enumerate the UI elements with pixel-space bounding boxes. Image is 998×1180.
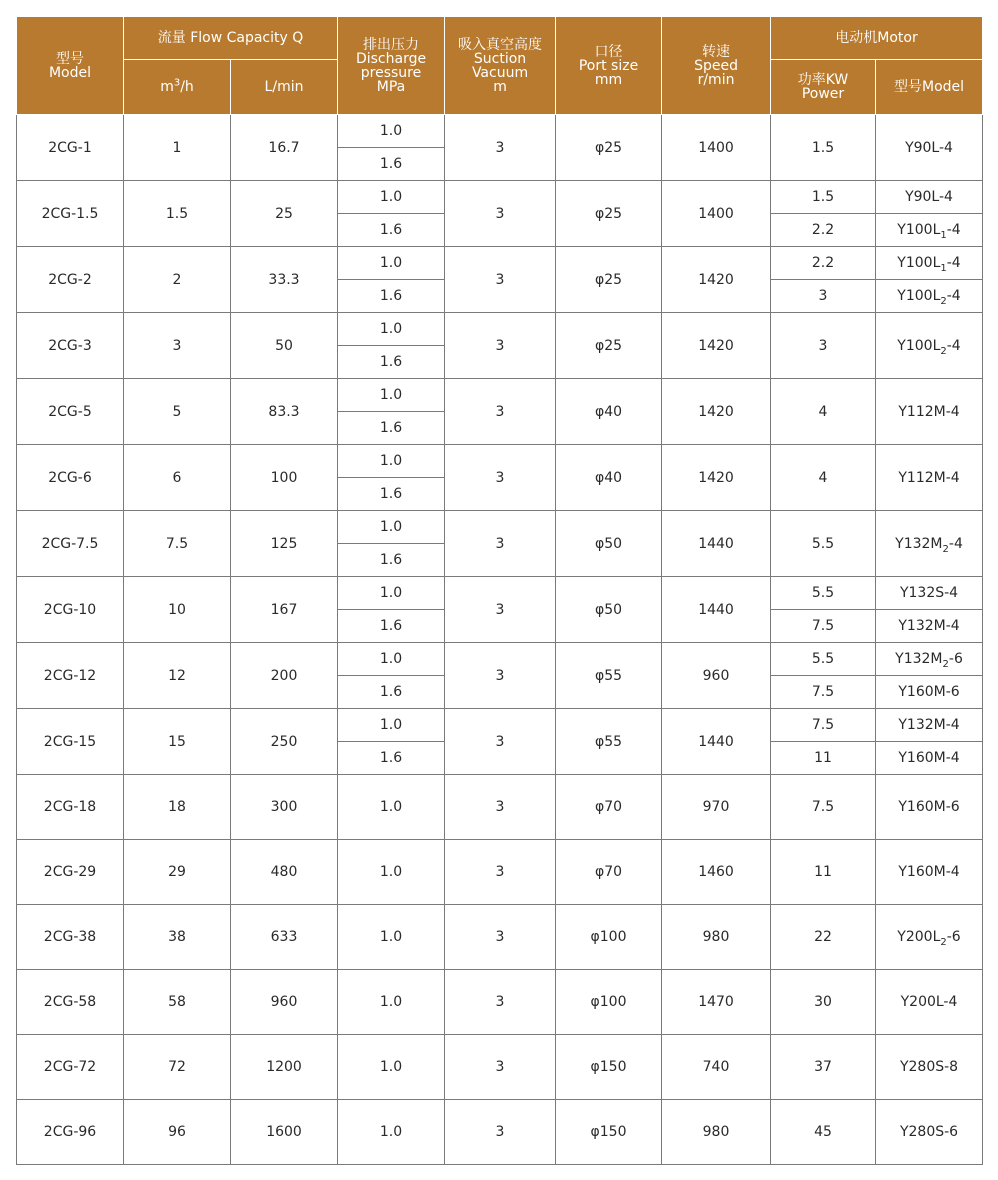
cell-flow-m3h: 1.5	[124, 181, 231, 247]
cell-model: 2CG-7.5	[17, 511, 124, 577]
cell-suction: 3	[445, 511, 556, 577]
cell-flow-m3h: 18	[124, 775, 231, 840]
cell-motor-power: 5.5	[771, 511, 876, 577]
cell-pressure: 1.6	[338, 214, 445, 247]
header-speed	[662, 17, 771, 115]
motor-model-base: Y100L	[897, 222, 941, 238]
cell-motor-model	[876, 181, 983, 214]
motor-model-suffix: -4	[946, 288, 961, 304]
cell-flow-lmin: 16.7	[231, 115, 338, 181]
cell-motor-model	[876, 313, 983, 379]
cell-pressure: 1.6	[338, 148, 445, 181]
cell-pressure: 1.0	[338, 511, 445, 544]
cell-port: φ50	[556, 511, 662, 577]
motor-model-base: Y132S-4	[899, 585, 959, 601]
motor-model-subscript: 2	[940, 345, 947, 357]
motor-model-base: Y100L	[897, 337, 941, 354]
motor-model-base: Y112M-4	[898, 469, 960, 486]
cell-model: 2CG-29	[17, 840, 124, 905]
header-port-cn: 口径	[594, 43, 623, 60]
cell-pressure: 1.6	[338, 544, 445, 577]
motor-model-base: Y132M-4	[898, 618, 960, 634]
motor-model-base: Y132M	[895, 535, 943, 552]
spec-table-wrapper	[16, 16, 982, 1165]
cell-pressure: 1.0	[338, 247, 445, 280]
table-row	[17, 445, 983, 478]
cell-motor-model	[876, 214, 983, 247]
cell-model: 2CG-96	[17, 1100, 124, 1165]
table-body	[17, 115, 983, 1165]
cell-model: 2CG-1	[17, 115, 124, 181]
cell-motor-power: 7.5	[771, 775, 876, 840]
header-suction-en1: Suction	[473, 50, 527, 67]
motor-model-base: Y160M-4	[898, 864, 960, 880]
cell-suction: 3	[445, 379, 556, 445]
motor-model-subscript: 1	[940, 229, 947, 241]
header-flow-lmin: L/min	[231, 60, 338, 115]
header-suction	[445, 17, 556, 115]
cell-flow-m3h: 96	[124, 1100, 231, 1165]
cell-motor-power: 11	[771, 742, 876, 775]
header-discharge-unit: MPa	[376, 78, 406, 95]
cell-motor-model	[876, 742, 983, 775]
cell-suction: 3	[445, 643, 556, 709]
cell-flow-m3h: 6	[124, 445, 231, 511]
table-row	[17, 181, 983, 214]
cell-motor-model	[876, 709, 983, 742]
table-row	[17, 970, 983, 1035]
cell-motor-model	[876, 115, 983, 181]
motor-model-subscript: 1	[940, 262, 947, 274]
cell-pressure: 1.6	[338, 280, 445, 313]
header-flow-m3h	[124, 60, 231, 115]
header-model-cn: 型号	[56, 50, 84, 67]
cell-motor-power: 45	[771, 1100, 876, 1165]
cell-flow-m3h: 5	[124, 379, 231, 445]
header-port-en: Port size	[578, 57, 639, 74]
cell-pressure: 1.0	[338, 577, 445, 610]
cell-suction: 3	[445, 970, 556, 1035]
motor-model-subscript: 2	[942, 658, 949, 670]
pump-spec-table	[16, 16, 983, 1165]
cell-speed: 980	[662, 1100, 771, 1165]
cell-port: φ50	[556, 577, 662, 643]
cell-pressure: 1.0	[338, 775, 445, 840]
table-row	[17, 577, 983, 610]
cell-motor-power: 5.5	[771, 577, 876, 610]
cell-flow-lmin: 960	[231, 970, 338, 1035]
motor-model-base: Y100L	[897, 288, 941, 304]
table-row	[17, 775, 983, 840]
cell-motor-power: 2.2	[771, 247, 876, 280]
cell-flow-lmin: 480	[231, 840, 338, 905]
cell-speed: 970	[662, 775, 771, 840]
cell-pressure: 1.6	[338, 742, 445, 775]
cell-pressure: 1.0	[338, 840, 445, 905]
cell-port: φ25	[556, 313, 662, 379]
cell-motor-model	[876, 840, 983, 905]
cell-motor-power: 2.2	[771, 214, 876, 247]
motor-model-subscript: 2	[940, 936, 947, 948]
motor-model-suffix: -6	[948, 651, 963, 667]
header-discharge-en2: pressure	[360, 64, 422, 81]
cell-port: φ25	[556, 181, 662, 247]
cell-speed: 1470	[662, 970, 771, 1035]
motor-model-base: Y280S-8	[899, 1059, 959, 1075]
cell-suction: 3	[445, 181, 556, 247]
cell-model: 2CG-18	[17, 775, 124, 840]
cell-suction: 3	[445, 577, 556, 643]
motor-model-base: Y90L-4	[905, 189, 953, 205]
cell-flow-lmin: 83.3	[231, 379, 338, 445]
header-motor: 电动机Motor	[771, 17, 983, 60]
cell-motor-model	[876, 379, 983, 445]
cell-flow-lmin: 1200	[231, 1035, 338, 1100]
header-port-unit: mm	[594, 71, 623, 88]
cell-pressure: 1.0	[338, 1100, 445, 1165]
header-discharge-en1: Discharge	[355, 50, 427, 67]
table-row	[17, 1100, 983, 1165]
cell-flow-m3h: 10	[124, 577, 231, 643]
cell-flow-lmin: 167	[231, 577, 338, 643]
header-motor-model: 型号Model	[876, 60, 983, 115]
cell-speed: 980	[662, 905, 771, 970]
motor-model-base: Y160M-4	[898, 750, 960, 766]
cell-motor-model	[876, 511, 983, 577]
header-power	[771, 60, 876, 115]
table-row	[17, 247, 983, 280]
cell-flow-m3h: 38	[124, 905, 231, 970]
header-model-en: Model	[48, 64, 92, 81]
cell-motor-power: 4	[771, 379, 876, 445]
cell-model: 2CG-15	[17, 709, 124, 775]
cell-flow-m3h: 3	[124, 313, 231, 379]
motor-model-subscript: 2	[942, 543, 949, 555]
cell-motor-power: 5.5	[771, 643, 876, 676]
cell-flow-lmin: 125	[231, 511, 338, 577]
cell-speed: 1400	[662, 115, 771, 181]
cell-motor-power: 30	[771, 970, 876, 1035]
cell-motor-power: 22	[771, 905, 876, 970]
cell-pressure: 1.0	[338, 181, 445, 214]
cell-pressure: 1.0	[338, 709, 445, 742]
cell-suction: 3	[445, 1035, 556, 1100]
cell-motor-model	[876, 643, 983, 676]
cell-port: φ40	[556, 445, 662, 511]
cell-motor-power: 1.5	[771, 181, 876, 214]
cell-flow-lmin: 25	[231, 181, 338, 247]
motor-model-suffix: -4	[948, 535, 963, 552]
cell-flow-lmin: 33.3	[231, 247, 338, 313]
cell-motor-power: 7.5	[771, 676, 876, 709]
cell-motor-power: 3	[771, 280, 876, 313]
header-model	[17, 17, 124, 115]
table-row	[17, 115, 983, 148]
cell-motor-model	[876, 577, 983, 610]
header-port	[556, 17, 662, 115]
cell-pressure: 1.0	[338, 1035, 445, 1100]
cell-pressure: 1.0	[338, 905, 445, 970]
cell-suction: 3	[445, 313, 556, 379]
cell-flow-lmin: 1600	[231, 1100, 338, 1165]
cell-speed: 1440	[662, 577, 771, 643]
cell-port: φ25	[556, 247, 662, 313]
table-row	[17, 313, 983, 346]
cell-motor-model	[876, 280, 983, 313]
cell-port: φ25	[556, 115, 662, 181]
cell-suction: 3	[445, 445, 556, 511]
cell-motor-model	[876, 1035, 983, 1100]
cell-model: 2CG-2	[17, 247, 124, 313]
motor-model-base: Y132M	[895, 651, 943, 667]
cell-model: 2CG-58	[17, 970, 124, 1035]
cell-pressure: 1.6	[338, 478, 445, 511]
header-row-1	[17, 17, 983, 60]
table-row	[17, 379, 983, 412]
header-suction-en2: Vacuum	[471, 64, 529, 81]
cell-motor-power: 4	[771, 445, 876, 511]
cell-motor-model	[876, 970, 983, 1035]
cell-speed: 1440	[662, 709, 771, 775]
cell-port: φ100	[556, 905, 662, 970]
cell-flow-lmin: 250	[231, 709, 338, 775]
cell-suction: 3	[445, 775, 556, 840]
motor-model-suffix: -6	[946, 929, 961, 945]
cell-port: φ70	[556, 775, 662, 840]
header-speed-cn: 转速	[702, 43, 731, 60]
cell-model: 2CG-72	[17, 1035, 124, 1100]
motor-model-base: Y112M-4	[898, 403, 960, 420]
cell-model: 2CG-12	[17, 643, 124, 709]
header-speed-unit: r/min	[697, 71, 735, 88]
motor-model-base: Y200L-4	[900, 994, 958, 1010]
cell-motor-power: 7.5	[771, 610, 876, 643]
cell-flow-m3h: 29	[124, 840, 231, 905]
cell-speed: 1400	[662, 181, 771, 247]
cell-model: 2CG-10	[17, 577, 124, 643]
header-speed-en: Speed	[694, 57, 738, 74]
cell-model: 2CG-6	[17, 445, 124, 511]
motor-model-base: Y160M-6	[898, 799, 960, 815]
cell-flow-lmin: 300	[231, 775, 338, 840]
cell-speed: 1420	[662, 379, 771, 445]
cell-flow-m3h: 15	[124, 709, 231, 775]
header-flow-m3-suffix: /h	[180, 79, 194, 95]
table-row	[17, 511, 983, 544]
cell-flow-lmin: 100	[231, 445, 338, 511]
cell-port: φ55	[556, 643, 662, 709]
header-power-en: Power	[801, 86, 845, 102]
cell-flow-m3h: 1	[124, 115, 231, 181]
cell-suction: 3	[445, 905, 556, 970]
table-row	[17, 840, 983, 905]
cell-flow-lmin: 50	[231, 313, 338, 379]
cell-pressure: 1.6	[338, 346, 445, 379]
motor-model-suffix: -4	[946, 337, 961, 354]
cell-speed: 1440	[662, 511, 771, 577]
header-suction-unit: m	[493, 78, 507, 95]
cell-port: φ40	[556, 379, 662, 445]
cell-pressure: 1.0	[338, 115, 445, 148]
cell-pressure: 1.0	[338, 445, 445, 478]
cell-motor-power: 3	[771, 313, 876, 379]
cell-model: 2CG-3	[17, 313, 124, 379]
header-flow-m3-sup: 3	[173, 77, 181, 89]
cell-suction: 3	[445, 840, 556, 905]
cell-suction: 3	[445, 709, 556, 775]
cell-motor-model	[876, 905, 983, 970]
cell-flow-m3h: 72	[124, 1035, 231, 1100]
cell-suction: 3	[445, 247, 556, 313]
cell-model: 2CG-38	[17, 905, 124, 970]
header-power-cn: 功率KW	[797, 72, 849, 88]
cell-motor-model	[876, 247, 983, 280]
cell-pressure: 1.6	[338, 676, 445, 709]
motor-model-suffix: -4	[946, 255, 961, 271]
motor-model-subscript: 2	[940, 295, 947, 307]
cell-motor-model	[876, 676, 983, 709]
cell-model: 2CG-1.5	[17, 181, 124, 247]
cell-speed: 1420	[662, 445, 771, 511]
cell-port: φ150	[556, 1035, 662, 1100]
cell-port: φ100	[556, 970, 662, 1035]
table-row	[17, 643, 983, 676]
cell-port: φ70	[556, 840, 662, 905]
cell-motor-model	[876, 1100, 983, 1165]
cell-motor-power: 1.5	[771, 115, 876, 181]
header-discharge-cn: 排出压力	[363, 36, 420, 53]
cell-flow-m3h: 7.5	[124, 511, 231, 577]
cell-pressure: 1.0	[338, 643, 445, 676]
cell-motor-power: 11	[771, 840, 876, 905]
cell-motor-model	[876, 775, 983, 840]
cell-motor-power: 37	[771, 1035, 876, 1100]
header-discharge	[338, 17, 445, 115]
cell-flow-m3h: 58	[124, 970, 231, 1035]
table-row	[17, 709, 983, 742]
cell-pressure: 1.6	[338, 412, 445, 445]
cell-port: φ55	[556, 709, 662, 775]
motor-model-suffix: -4	[946, 222, 961, 238]
cell-suction: 3	[445, 115, 556, 181]
cell-speed: 1420	[662, 313, 771, 379]
cell-speed: 1420	[662, 247, 771, 313]
cell-flow-m3h: 2	[124, 247, 231, 313]
cell-speed: 1460	[662, 840, 771, 905]
motor-model-base: Y200L	[897, 929, 941, 945]
cell-motor-power: 7.5	[771, 709, 876, 742]
cell-speed: 960	[662, 643, 771, 709]
table-row	[17, 1035, 983, 1100]
cell-pressure: 1.0	[338, 970, 445, 1035]
cell-pressure: 1.6	[338, 610, 445, 643]
cell-motor-model	[876, 445, 983, 511]
motor-model-base: Y100L	[897, 255, 941, 271]
cell-flow-lmin: 633	[231, 905, 338, 970]
cell-speed: 740	[662, 1035, 771, 1100]
motor-model-base: Y132M-4	[898, 717, 960, 733]
cell-suction: 3	[445, 1100, 556, 1165]
cell-flow-m3h: 12	[124, 643, 231, 709]
motor-model-base: Y280S-6	[899, 1124, 959, 1140]
header-flow-m3-prefix: m	[160, 79, 174, 95]
cell-flow-lmin: 200	[231, 643, 338, 709]
cell-port: φ150	[556, 1100, 662, 1165]
motor-model-base: Y160M-6	[898, 684, 960, 700]
header-flow: 流量 Flow Capacity Q	[124, 17, 338, 60]
cell-motor-model	[876, 610, 983, 643]
cell-model: 2CG-5	[17, 379, 124, 445]
cell-pressure: 1.0	[338, 313, 445, 346]
table-row	[17, 905, 983, 970]
motor-model-base: Y90L-4	[905, 139, 953, 156]
cell-pressure: 1.0	[338, 379, 445, 412]
header-suction-cn: 吸入真空高度	[458, 36, 543, 53]
